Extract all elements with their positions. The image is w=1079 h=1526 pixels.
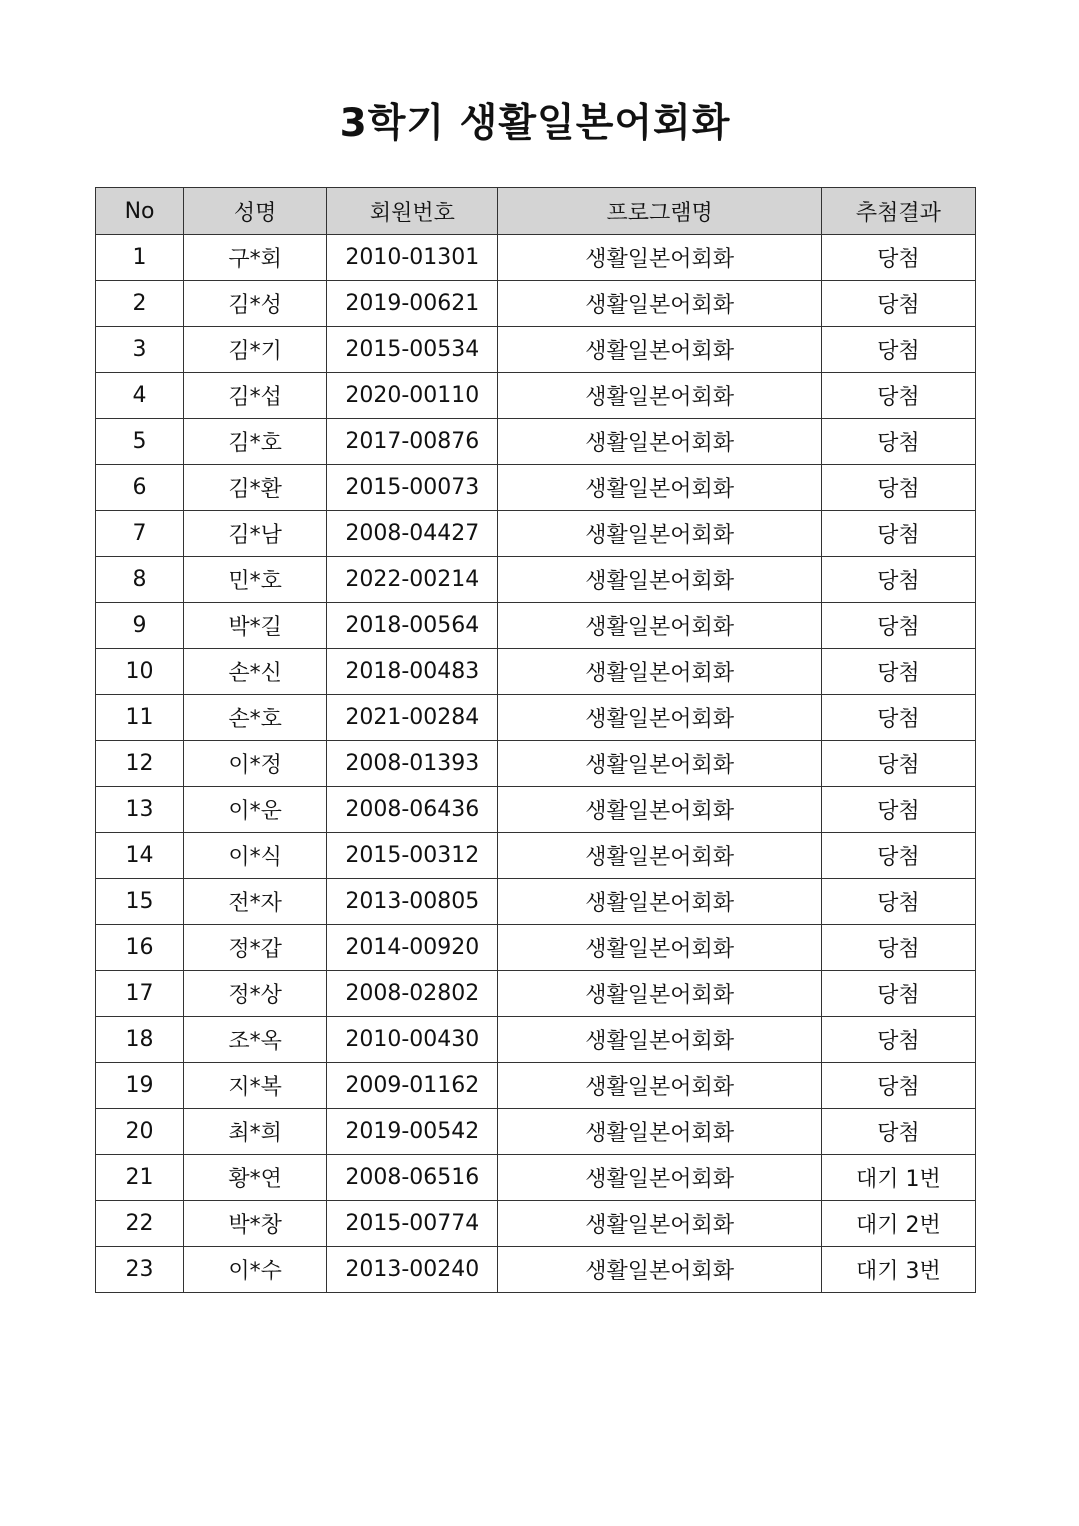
table-row: [96, 281, 976, 327]
cell-member-number: 2013-00805: [327, 879, 498, 925]
cell-member-number: 2018-00483: [327, 649, 498, 695]
cell-no: 23: [96, 1247, 184, 1293]
column-header-program: 프로그램명: [498, 188, 821, 235]
cell-member-number: 2019-00542: [327, 1109, 498, 1155]
cell-program: 생활일본어회화: [498, 419, 821, 465]
cell-no: 17: [96, 971, 184, 1017]
cell-name: 김*기: [184, 327, 327, 373]
cell-program: 생활일본어회화: [498, 925, 821, 971]
cell-name: 정*갑: [184, 925, 327, 971]
cell-result: 당첨: [821, 971, 975, 1017]
cell-program: 생활일본어회화: [498, 603, 821, 649]
table-row: [96, 971, 976, 1017]
cell-name: 이*정: [184, 741, 327, 787]
cell-result: 당첨: [821, 833, 975, 879]
cell-program: 생활일본어회화: [498, 557, 821, 603]
table-row: [96, 649, 976, 695]
cell-program: 생활일본어회화: [498, 235, 821, 281]
cell-no: 9: [96, 603, 184, 649]
cell-member-number: 2014-00920: [327, 925, 498, 971]
column-header-name: 성명: [184, 188, 327, 235]
cell-result: 당첨: [821, 1109, 975, 1155]
cell-member-number: 2008-04427: [327, 511, 498, 557]
table-row: [96, 1201, 976, 1247]
table-row: [96, 741, 976, 787]
table-row: [96, 557, 976, 603]
cell-program: 생활일본어회화: [498, 1155, 821, 1201]
cell-no: 4: [96, 373, 184, 419]
cell-no: 15: [96, 879, 184, 925]
cell-name: 정*상: [184, 971, 327, 1017]
cell-program: 생활일본어회화: [498, 1109, 821, 1155]
cell-no: 12: [96, 741, 184, 787]
cell-name: 전*자: [184, 879, 327, 925]
cell-result: 당첨: [821, 603, 975, 649]
cell-result: 당첨: [821, 787, 975, 833]
cell-member-number: 2020-00110: [327, 373, 498, 419]
table-row: [96, 1109, 976, 1155]
cell-member-number: 2009-01162: [327, 1063, 498, 1109]
cell-result: 당첨: [821, 235, 975, 281]
cell-result: 당첨: [821, 925, 975, 971]
lottery-result-table: [95, 187, 976, 1293]
cell-program: 생활일본어회화: [498, 833, 821, 879]
cell-program: 생활일본어회화: [498, 465, 821, 511]
cell-name: 손*신: [184, 649, 327, 695]
cell-no: 22: [96, 1201, 184, 1247]
table-row: [96, 327, 976, 373]
cell-result: 대기 3번: [821, 1247, 975, 1293]
cell-member-number: 2015-00534: [327, 327, 498, 373]
table-row: [96, 925, 976, 971]
cell-no: 1: [96, 235, 184, 281]
cell-name: 김*남: [184, 511, 327, 557]
cell-program: 생활일본어회화: [498, 1063, 821, 1109]
table-row: [96, 419, 976, 465]
cell-no: 2: [96, 281, 184, 327]
cell-member-number: 2019-00621: [327, 281, 498, 327]
table-row: [96, 1155, 976, 1201]
cell-member-number: 2008-06436: [327, 787, 498, 833]
cell-member-number: 2015-00073: [327, 465, 498, 511]
cell-name: 박*창: [184, 1201, 327, 1247]
cell-name: 박*길: [184, 603, 327, 649]
table-row: [96, 603, 976, 649]
table-row: [96, 787, 976, 833]
cell-result: 당첨: [821, 1017, 975, 1063]
cell-member-number: 2010-01301: [327, 235, 498, 281]
table-row: [96, 373, 976, 419]
cell-member-number: 2008-06516: [327, 1155, 498, 1201]
cell-program: 생활일본어회화: [498, 787, 821, 833]
cell-no: 16: [96, 925, 184, 971]
table-row: [96, 1017, 976, 1063]
cell-no: 7: [96, 511, 184, 557]
cell-program: 생활일본어회화: [498, 695, 821, 741]
cell-member-number: 2017-00876: [327, 419, 498, 465]
column-header-no: No: [96, 188, 184, 235]
cell-member-number: 2013-00240: [327, 1247, 498, 1293]
cell-result: 당첨: [821, 511, 975, 557]
table-row: [96, 695, 976, 741]
cell-name: 김*성: [184, 281, 327, 327]
cell-program: 생활일본어회화: [498, 327, 821, 373]
cell-no: 14: [96, 833, 184, 879]
cell-program: 생활일본어회화: [498, 649, 821, 695]
cell-member-number: 2022-00214: [327, 557, 498, 603]
cell-program: 생활일본어회화: [498, 1201, 821, 1247]
cell-no: 6: [96, 465, 184, 511]
cell-result: 당첨: [821, 879, 975, 925]
table-row: [96, 1063, 976, 1109]
table-row: [96, 511, 976, 557]
cell-program: 생활일본어회화: [498, 879, 821, 925]
cell-no: 3: [96, 327, 184, 373]
cell-result: 당첨: [821, 649, 975, 695]
cell-result: 당첨: [821, 327, 975, 373]
cell-no: 8: [96, 557, 184, 603]
cell-name: 지*복: [184, 1063, 327, 1109]
cell-no: 21: [96, 1155, 184, 1201]
cell-no: 5: [96, 419, 184, 465]
cell-result: 당첨: [821, 741, 975, 787]
column-header-result: 추첨결과: [821, 188, 975, 235]
cell-name: 조*옥: [184, 1017, 327, 1063]
cell-program: 생활일본어회화: [498, 1247, 821, 1293]
cell-result: 당첨: [821, 465, 975, 511]
cell-program: 생활일본어회화: [498, 373, 821, 419]
cell-no: 18: [96, 1017, 184, 1063]
cell-result: 당첨: [821, 695, 975, 741]
cell-result: 당첨: [821, 419, 975, 465]
cell-name: 최*희: [184, 1109, 327, 1155]
page-title: 3학기 생활일본어회화: [339, 101, 731, 146]
table-row: [96, 1247, 976, 1293]
cell-result: 당첨: [821, 373, 975, 419]
cell-program: 생활일본어회화: [498, 281, 821, 327]
cell-no: 10: [96, 649, 184, 695]
cell-name: 민*호: [184, 557, 327, 603]
cell-program: 생활일본어회화: [498, 1017, 821, 1063]
cell-program: 생활일본어회화: [498, 971, 821, 1017]
cell-result: 대기 2번: [821, 1201, 975, 1247]
cell-member-number: 2021-00284: [327, 695, 498, 741]
cell-member-number: 2015-00312: [327, 833, 498, 879]
cell-member-number: 2008-01393: [327, 741, 498, 787]
cell-member-number: 2015-00774: [327, 1201, 498, 1247]
column-header-member-number: 회원번호: [327, 188, 498, 235]
cell-name: 김*섭: [184, 373, 327, 419]
cell-result: 대기 1번: [821, 1155, 975, 1201]
table-row: [96, 235, 976, 281]
cell-name: 구*회: [184, 235, 327, 281]
cell-no: 11: [96, 695, 184, 741]
cell-member-number: 2010-00430: [327, 1017, 498, 1063]
cell-no: 19: [96, 1063, 184, 1109]
cell-member-number: 2018-00564: [327, 603, 498, 649]
cell-name: 이*운: [184, 787, 327, 833]
cell-result: 당첨: [821, 1063, 975, 1109]
table-row: [96, 879, 976, 925]
cell-member-number: 2008-02802: [327, 971, 498, 1017]
cell-name: 손*호: [184, 695, 327, 741]
cell-name: 김*환: [184, 465, 327, 511]
cell-program: 생활일본어회화: [498, 511, 821, 557]
cell-name: 황*연: [184, 1155, 327, 1201]
table-row: [96, 833, 976, 879]
table-body: [96, 235, 976, 1293]
cell-program: 생활일본어회화: [498, 741, 821, 787]
cell-no: 20: [96, 1109, 184, 1155]
cell-name: 이*수: [184, 1247, 327, 1293]
cell-name: 이*식: [184, 833, 327, 879]
cell-name: 김*호: [184, 419, 327, 465]
table-header-row: [96, 188, 976, 235]
cell-no: 13: [96, 787, 184, 833]
cell-result: 당첨: [821, 557, 975, 603]
cell-result: 당첨: [821, 281, 975, 327]
table-row: [96, 465, 976, 511]
